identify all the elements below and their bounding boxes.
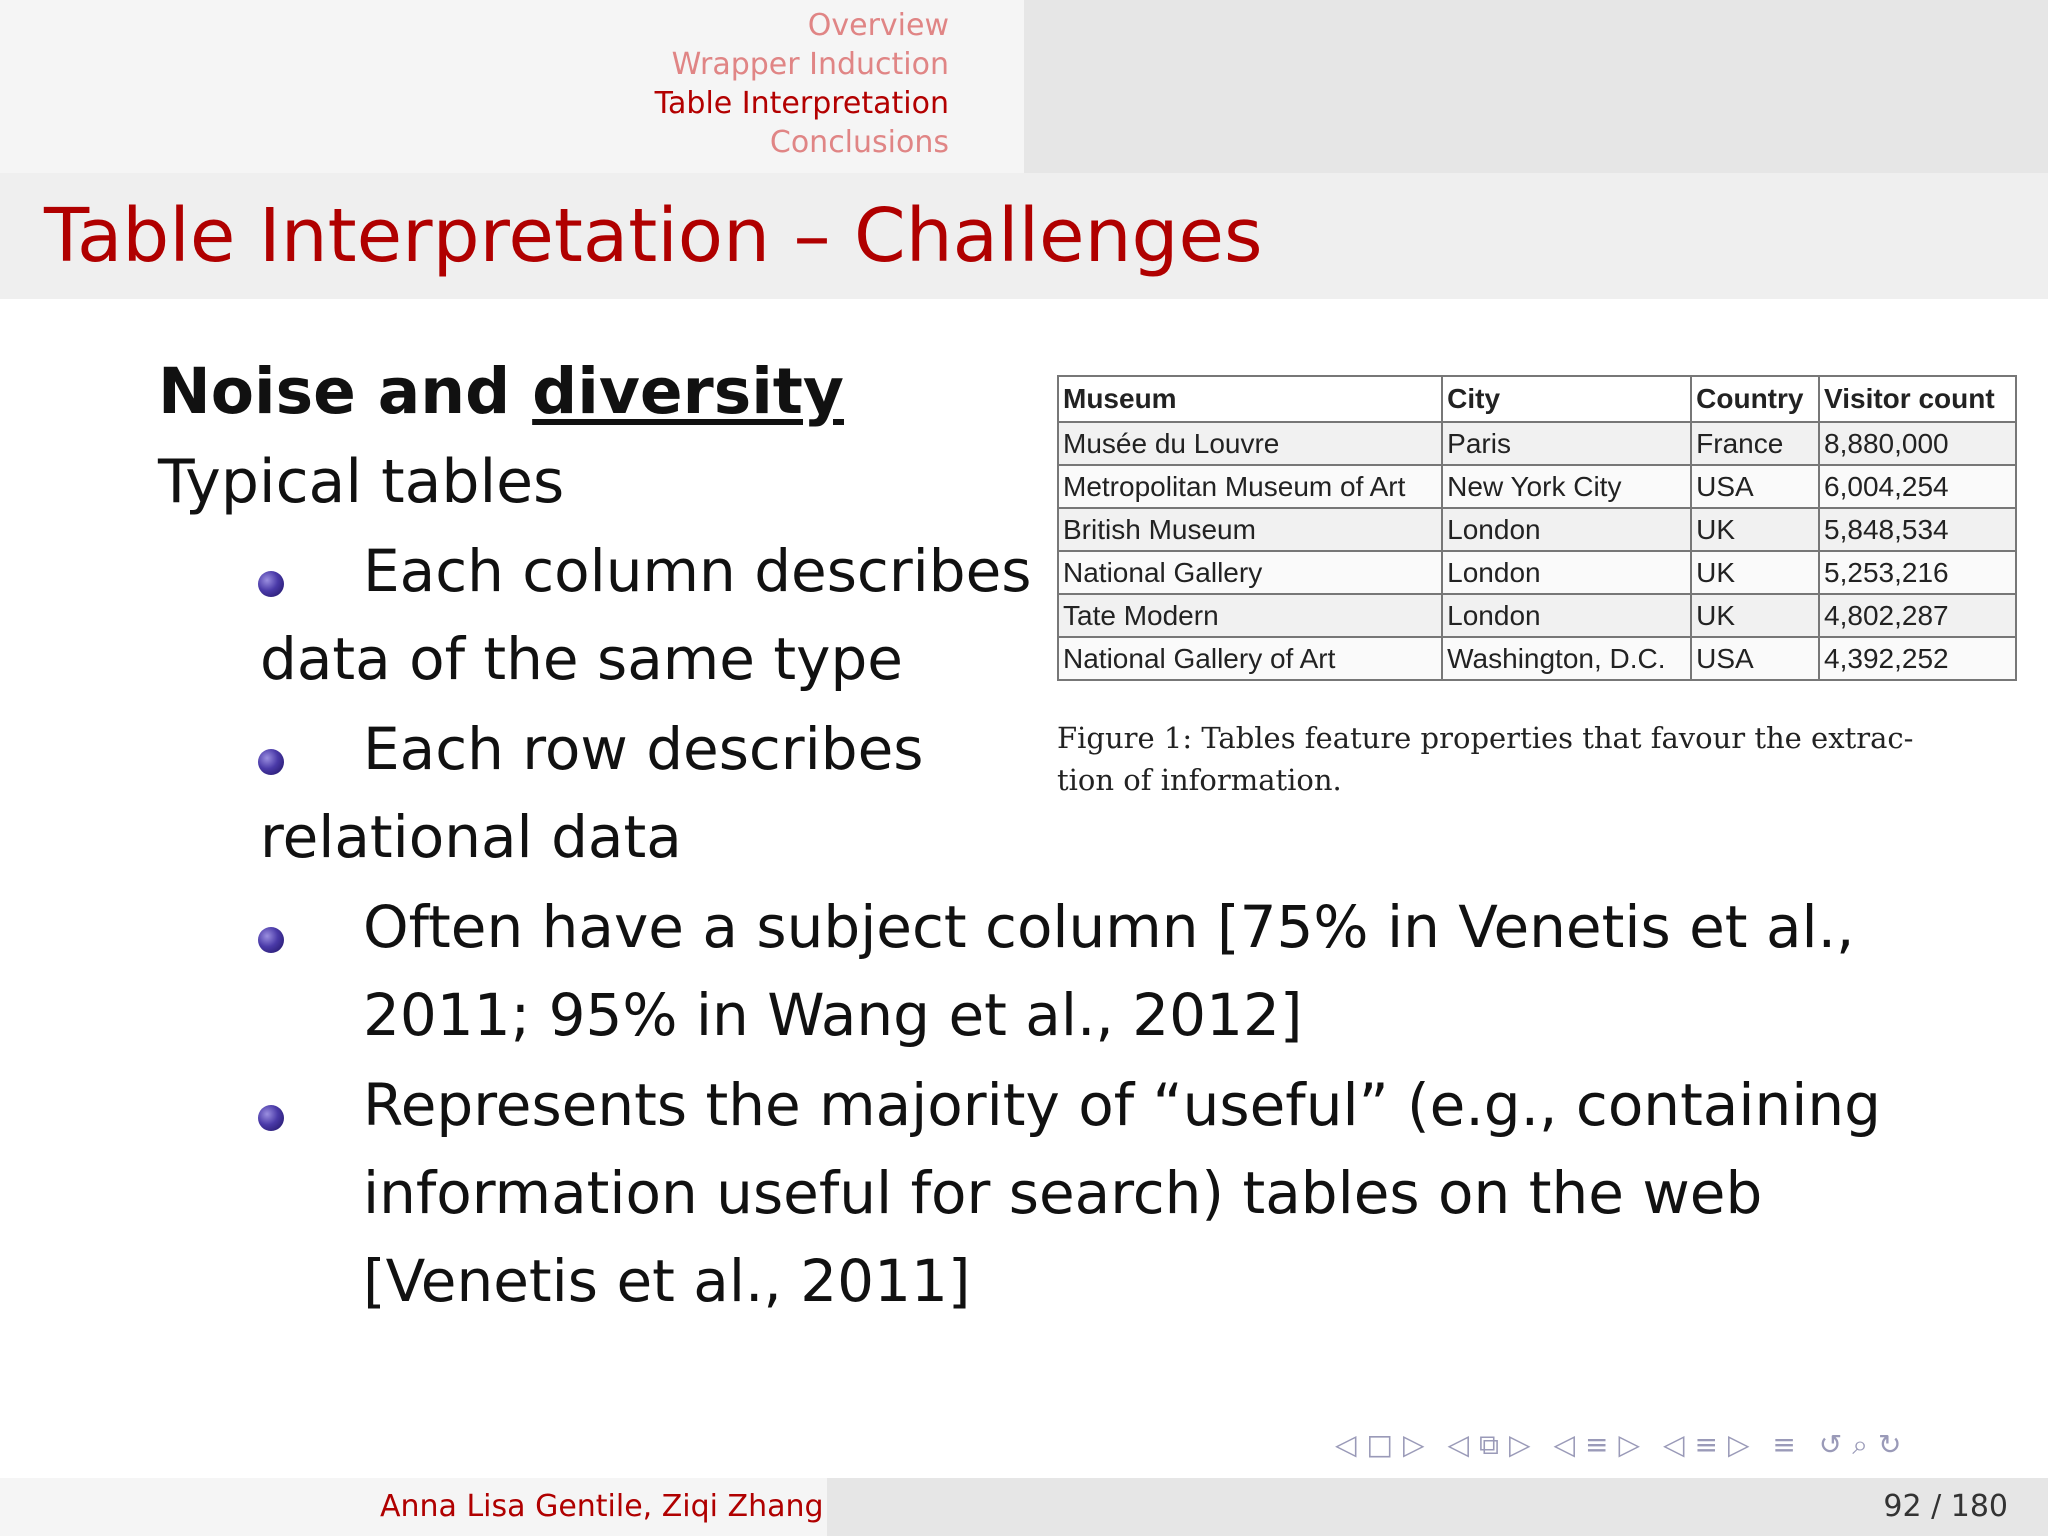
table-row <box>1058 465 2016 508</box>
table-cell: 8,880,000 <box>1819 422 2016 465</box>
table-row <box>1058 637 2016 680</box>
table-cell: London <box>1442 551 1691 594</box>
subsection-icon[interactable]: ≡ <box>1585 1428 1613 1461</box>
table-row <box>1058 508 2016 551</box>
bullet-icon <box>258 749 284 775</box>
heading-underlined: diversity <box>532 355 844 428</box>
slide-icon[interactable]: □ <box>1366 1428 1398 1461</box>
nav-item-table-interpretation[interactable]: Table Interpretation <box>654 86 949 121</box>
column-header: City <box>1442 376 1691 422</box>
next-section-icon[interactable]: ▷ <box>1727 1428 1754 1461</box>
bullet-icon <box>258 571 284 597</box>
table-row <box>1058 422 2016 465</box>
bullet-icon <box>258 1105 284 1131</box>
search-icon[interactable]: ⌕ <box>1852 1428 1872 1461</box>
navigation-symbols <box>1335 1428 1911 1468</box>
footer-right <box>827 1478 2048 1536</box>
table-cell: 5,253,216 <box>1819 551 2016 594</box>
table-row <box>1058 551 2016 594</box>
table-cell: Musée du Louvre <box>1058 422 1442 465</box>
table-cell: 4,392,252 <box>1819 637 2016 680</box>
table-cell: France <box>1691 422 1819 465</box>
column-header: Visitor count <box>1819 376 2016 422</box>
prev-section-icon[interactable]: ◁ <box>1662 1428 1689 1461</box>
next-slide-icon[interactable]: ▷ <box>1403 1428 1429 1461</box>
table-cell: London <box>1442 508 1691 551</box>
bullet-2-line2: relational data <box>260 803 682 871</box>
table-row <box>1058 594 2016 637</box>
section-nav <box>655 6 949 162</box>
title-bar <box>0 173 2048 299</box>
slide-title: Table Interpretation – Challenges <box>44 193 1263 279</box>
table-cell: Paris <box>1442 422 1691 465</box>
next-subsection-icon[interactable]: ▷ <box>1618 1428 1645 1461</box>
caption-line-2: tion of information. <box>1057 763 1342 797</box>
nav-item-conclusions[interactable]: Conclusions <box>769 125 949 160</box>
table-header-row <box>1058 376 2016 422</box>
bullet-1-line1: Each column describes <box>363 537 1032 605</box>
table-cell: UK <box>1691 508 1819 551</box>
column-header: Museum <box>1058 376 1442 422</box>
table-cell: Washington, D.C. <box>1442 637 1691 680</box>
footer-authors: Anna Lisa Gentile, Ziqi Zhang <box>380 1489 824 1524</box>
header-right-panel <box>1024 0 2048 173</box>
bullet-1-line2: data of the same type <box>260 625 903 693</box>
bullet-4-line2: information useful for search) tables on the web <box>363 1159 1763 1227</box>
subheading: Typical tables <box>158 447 565 517</box>
caption-line-1: Figure 1: Tables feature properties that favour the extrac- <box>1057 721 1914 755</box>
prev-subsection-icon[interactable]: ◁ <box>1553 1428 1580 1461</box>
bullet-3-line1: Often have a subject column [75% in Venetis et al., <box>363 893 1855 961</box>
table-cell: New York City <box>1442 465 1691 508</box>
bullet-2-line1: Each row describes <box>363 715 924 783</box>
figure <box>1057 375 2017 801</box>
table-cell: UK <box>1691 594 1819 637</box>
column-header: Country <box>1691 376 1819 422</box>
frame-icon[interactable]: ⧉ <box>1479 1428 1504 1461</box>
table-cell: National Gallery of Art <box>1058 637 1442 680</box>
bullet-4-line3: [Venetis et al., 2011] <box>363 1247 971 1315</box>
table-cell: London <box>1442 594 1691 637</box>
table-cell: British Museum <box>1058 508 1442 551</box>
table-cell: 5,848,534 <box>1819 508 2016 551</box>
page-number: 92 / 180 <box>1883 1489 2008 1524</box>
section-heading <box>158 355 844 428</box>
next-frame-icon[interactable]: ▷ <box>1509 1428 1535 1461</box>
table-cell: 4,802,287 <box>1819 594 2016 637</box>
table-cell: UK <box>1691 551 1819 594</box>
heading-prefix: Noise and <box>158 355 533 428</box>
section-icon[interactable]: ≡ <box>1694 1428 1722 1461</box>
back-icon[interactable]: ↺ <box>1818 1428 1847 1461</box>
table-cell: Metropolitan Museum of Art <box>1058 465 1442 508</box>
nav-item-wrapper-induction[interactable]: Wrapper Induction <box>671 47 949 82</box>
bullet-3-line2: 2011; 95% in Wang et al., 2012] <box>363 981 1303 1049</box>
forward-icon[interactable]: ↻ <box>1877 1428 1906 1461</box>
bullet-icon <box>258 927 284 953</box>
table-cell: Tate Modern <box>1058 594 1442 637</box>
table-cell: 6,004,254 <box>1819 465 2016 508</box>
prev-slide-icon[interactable]: ◁ <box>1335 1428 1361 1461</box>
museum-table <box>1057 375 2017 681</box>
prev-frame-icon[interactable]: ◁ <box>1447 1428 1474 1461</box>
header-left-panel <box>0 0 1024 173</box>
table-cell: USA <box>1691 637 1819 680</box>
document-icon[interactable]: ≡ <box>1772 1428 1800 1461</box>
figure-caption <box>1057 717 2017 801</box>
footer-left <box>0 1478 827 1536</box>
table-cell: National Gallery <box>1058 551 1442 594</box>
nav-item-overview[interactable]: Overview <box>807 8 949 43</box>
bullet-4-line1: Represents the majority of “useful” (e.g., containing <box>363 1071 1881 1139</box>
table-cell: USA <box>1691 465 1819 508</box>
